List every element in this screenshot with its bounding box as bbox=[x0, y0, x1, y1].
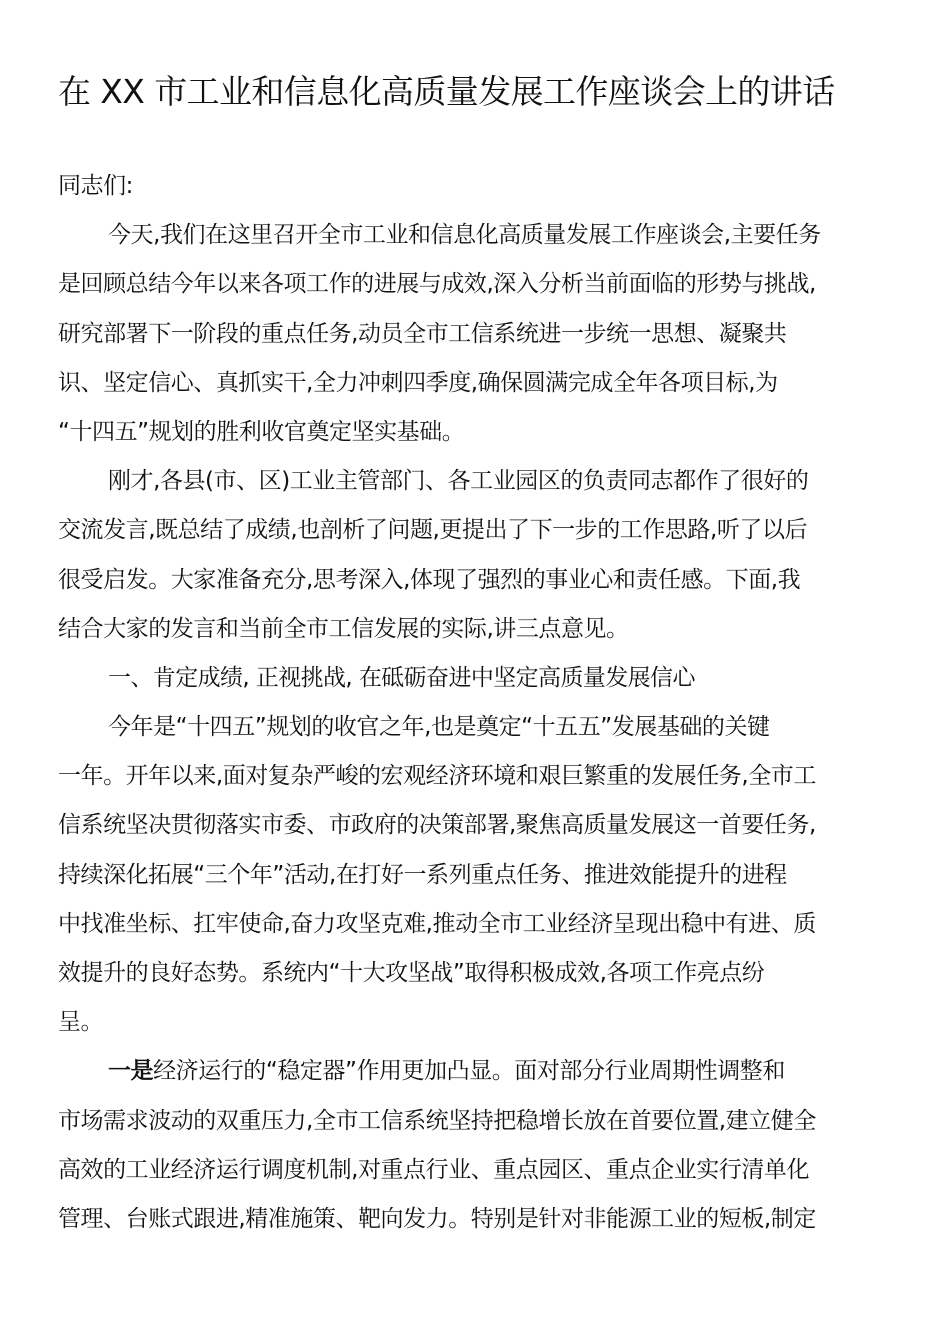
paragraph-line: 结合大家的发言和当前全市工信发展的实际,讲三点意见。 bbox=[58, 615, 629, 642]
section-heading-1: 一、肯定成绩, 正视挑战, 在砥砺奋进中坚定高质量发展信心 bbox=[108, 664, 695, 691]
paragraph-line: 今年是“十四五”规划的收官之年,也是奠定“十五五”发展基础的关键 bbox=[108, 714, 770, 741]
paragraph-line: 很受启发。大家准备充分,思考深入,体现了强烈的事业心和责任感。下面,我 bbox=[58, 566, 801, 593]
paragraph-line bbox=[58, 1047, 898, 1096]
paragraph-line: 今天,我们在这里召开全市工业和信息化高质量发展工作座谈会,主要任务 bbox=[108, 222, 821, 249]
bold-lead-text: 一是 bbox=[108, 1058, 154, 1085]
salutation: 同志们: bbox=[58, 173, 133, 199]
paragraph-line: 刚才,各县(市、区)工业主管部门、各工业园区的负责同志都作了很好的 bbox=[108, 468, 809, 495]
paragraph-line: 信系统坚决贯彻落实市委、市政府的决策部署,聚焦高质量发展这一首要任务, bbox=[58, 812, 816, 839]
paragraph-line: 管理、台账式跟进,精准施策、靶向发力。特别是针对非能源工业的短板,制定 bbox=[58, 1205, 816, 1232]
paragraph-line: 呈。 bbox=[58, 1009, 104, 1036]
paragraph-line: 是回顾总结今年以来各项工作的进展与成效,深入分析当前面临的形势与挑战, bbox=[58, 271, 816, 298]
paragraph-line: 持续深化拓展“三个年”活动,在打好一系列重点任务、推进效能提升的进程 bbox=[58, 861, 787, 888]
paragraph-line: “十四五”规划的胜利收官奠定坚实基础。 bbox=[58, 418, 465, 445]
paragraph-line: 识、坚定信心、真抓实干,全力冲刺四季度,确保圆满完成全年各项目标,为 bbox=[58, 369, 778, 396]
paragraph-3 bbox=[58, 703, 898, 1047]
paragraph-line: 中找准坐标、扛牢使命,奋力攻坚克难,推动全市工业经济呈现出稳中有进、质 bbox=[58, 910, 816, 937]
paragraph-line: 效提升的良好态势。系统内“十大攻坚战”取得积极成效,各项工作亮点纷 bbox=[58, 960, 765, 986]
paragraph-line: 市场需求波动的双重压力,全市工信系统坚持把稳增长放在首要位置,建立健全 bbox=[58, 1107, 816, 1134]
paragraph-2 bbox=[58, 457, 898, 654]
paragraph-4 bbox=[58, 1047, 898, 1244]
paragraph-line: 研究部署下一阶段的重点任务,动员全市工信系统进一步统一思想、凝聚共 bbox=[58, 320, 787, 347]
document-body bbox=[58, 162, 898, 1244]
paragraph-line: 高效的工业经济运行调度机制,对重点行业、重点园区、重点企业实行清单化 bbox=[58, 1156, 810, 1183]
paragraph-line: 一年。开年以来,面对复杂严峻的宏观经济环境和艰巨繁重的发展任务,全市工 bbox=[58, 763, 816, 790]
paragraph-line-text: 经济运行的“稳定器”作用更加凸显。面对部分行业周期性调整和 bbox=[153, 1058, 785, 1085]
document-title: 在 XX 市工业和信息化高质量发展工作座谈会上的讲话 bbox=[58, 72, 835, 111]
paragraph-line: 交流发言,既总结了成绩,也剖析了问题,更提出了下一步的工作思路,听了以后 bbox=[58, 517, 808, 544]
paragraph-1 bbox=[58, 211, 898, 457]
